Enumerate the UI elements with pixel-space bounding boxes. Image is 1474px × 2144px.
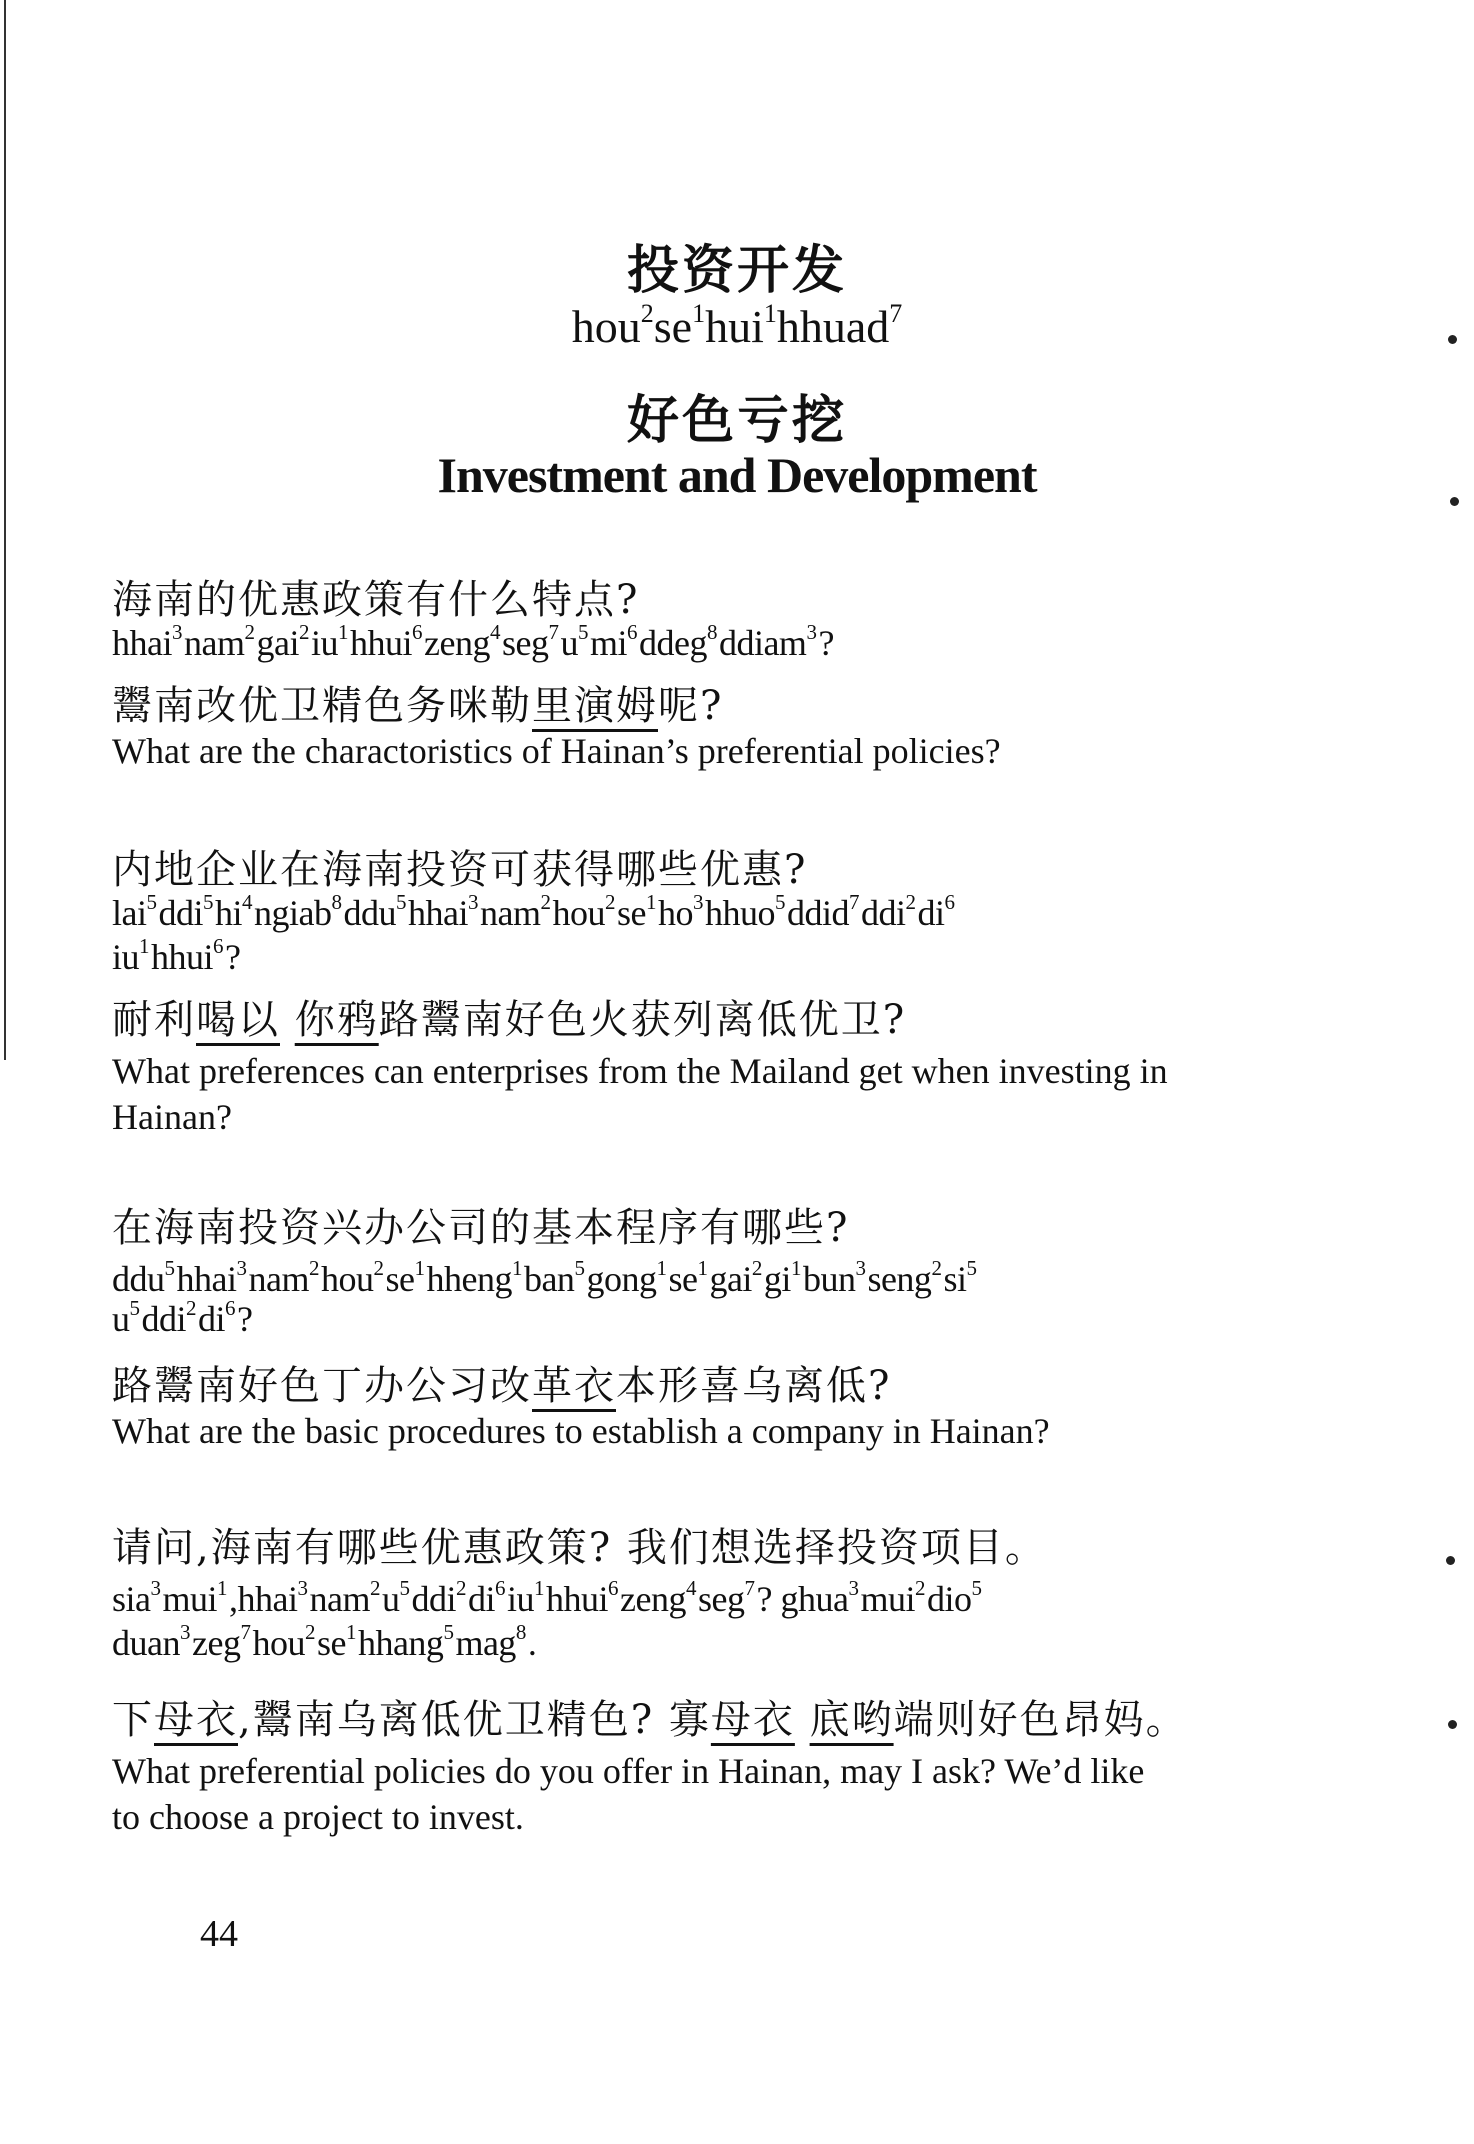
tone-number: 5 xyxy=(146,890,157,914)
dialect-text: 路鬻南好色丁办公习改 xyxy=(112,1363,532,1409)
tone-number: 5 xyxy=(574,1256,585,1280)
question-chinese: 请问,海南有哪些优惠政策? 我们想选择投资项目。 xyxy=(112,1525,1047,1571)
pinyin-syllable: ho xyxy=(657,893,693,933)
pinyin-syllable: gong xyxy=(586,1259,657,1299)
tone-number: 7 xyxy=(240,1620,251,1644)
pinyin-syllable: ? xyxy=(225,937,241,977)
pinyin-syllable: ngiab xyxy=(254,893,332,933)
dialect-text: 端则好色昂妈。 xyxy=(893,1697,1188,1743)
pinyin-syllable: ,hhai xyxy=(229,1579,298,1619)
tone-number: 1 xyxy=(697,1256,708,1280)
pinyin-syllable: ddeg xyxy=(638,623,707,663)
pinyin-syllable: hui xyxy=(705,301,764,352)
tone-number: 2 xyxy=(456,1576,466,1600)
pinyin-syllable: se xyxy=(668,1259,698,1299)
question-english: Hainan? xyxy=(112,1097,232,1137)
tone-number: 1 xyxy=(790,1256,801,1280)
dialect-text: ,鬻南乌离低优卫精色? 寡 xyxy=(238,1697,711,1743)
tone-number: 3 xyxy=(848,1576,859,1600)
pinyin-syllable: hou xyxy=(252,1623,305,1663)
tone-number: 3 xyxy=(806,620,817,644)
title-pinyin xyxy=(0,300,1474,353)
pinyin-syllable: ddu xyxy=(112,1259,165,1299)
pinyin-syllable: zeg xyxy=(191,1623,241,1663)
pinyin-syllable: . xyxy=(527,1623,537,1663)
underlined-phrase: 喝以 xyxy=(196,997,280,1043)
pinyin-syllable: mag xyxy=(455,1623,516,1663)
pinyin-syllable: se xyxy=(616,893,646,933)
tone-number: 1 xyxy=(414,1256,425,1280)
question-dialect xyxy=(112,1354,891,1411)
pinyin-syllable: hhui xyxy=(349,623,412,663)
pinyin-syllable: hi xyxy=(215,893,243,933)
pinyin-syllable: hhai xyxy=(408,893,468,933)
tone-number: 5 xyxy=(443,1620,454,1644)
tone-number: 3 xyxy=(150,1576,161,1600)
pinyin-syllable: mui xyxy=(860,1579,915,1619)
dialect-text: 下 xyxy=(112,1697,154,1743)
underlined-phrase: 母衣 xyxy=(710,1697,795,1743)
tone-number: 1 xyxy=(656,1256,667,1280)
dialect-text: 鬻南改优卫精色务咪勒 xyxy=(112,683,532,729)
tone-number: 2 xyxy=(931,1256,942,1280)
pinyin-syllable: ban xyxy=(523,1259,575,1299)
pinyin-syllable: hou xyxy=(571,301,641,352)
scan-speck xyxy=(1446,1556,1455,1565)
tone-number: 3 xyxy=(467,890,478,914)
question-pinyin xyxy=(112,1578,984,1620)
tone-number: 3 xyxy=(236,1256,247,1280)
pinyin-syllable: gai xyxy=(256,623,299,663)
pinyin-syllable: ? ghua xyxy=(756,1579,849,1619)
pinyin-syllable: lai xyxy=(112,893,147,933)
question-english: to choose a project to invest. xyxy=(112,1797,524,1837)
pinyin-syllable: zeng xyxy=(620,1579,687,1619)
tone-number: 3 xyxy=(171,620,182,644)
tone-number: 2 xyxy=(373,1256,384,1280)
tone-number: 8 xyxy=(706,620,717,644)
tone-number: 1 xyxy=(645,890,656,914)
title-dialect: 好色亏挖 xyxy=(626,391,847,451)
tone-number: 2 xyxy=(298,620,309,644)
pinyin-syllable: nam xyxy=(183,623,245,663)
tone-number: 1 xyxy=(139,934,150,958)
tone-number: 1 xyxy=(534,1576,545,1600)
pinyin-syllable: ddid xyxy=(786,893,849,933)
pinyin-syllable: hhuo xyxy=(704,893,775,933)
dialect-text xyxy=(795,1697,810,1743)
question-pinyin xyxy=(112,1258,978,1300)
tone-number: 5 xyxy=(399,1576,410,1600)
tone-number: 5 xyxy=(164,1256,175,1280)
dialect-text: 呢? xyxy=(658,683,724,729)
pinyin-syllable: seg xyxy=(698,1579,745,1619)
tone-number: 2 xyxy=(186,1296,197,1320)
dialect-text: 路鬻南好色火获列离低优卫? xyxy=(378,997,907,1043)
pinyin-syllable: nam xyxy=(248,1259,309,1299)
pinyin-syllable: iu xyxy=(310,623,338,663)
tone-number: 6 xyxy=(213,934,224,958)
page-number: 44 xyxy=(200,1913,238,1955)
pinyin-syllable: hhui xyxy=(151,937,214,977)
tone-number: 5 xyxy=(203,890,213,914)
pinyin-syllable: nam xyxy=(479,893,541,933)
question-english: What are the basic procedures to establish a company in Hainan? xyxy=(112,1411,1050,1451)
pinyin-syllable: u xyxy=(381,1579,400,1619)
pinyin-syllable: sia xyxy=(112,1579,151,1619)
tone-number: 2 xyxy=(308,1256,319,1280)
tone-number: 3 xyxy=(692,890,703,914)
tone-number: 2 xyxy=(304,1620,315,1644)
underlined-phrase: 底哟 xyxy=(809,1697,894,1743)
tone-number: 2 xyxy=(640,299,654,328)
pinyin-syllable: seng xyxy=(867,1259,932,1299)
tone-number: 2 xyxy=(751,1256,762,1280)
tone-number: 5 xyxy=(577,620,588,644)
pinyin-syllable: di xyxy=(917,893,945,933)
tone-number: 1 xyxy=(511,1256,522,1280)
pinyin-syllable: zeng xyxy=(423,623,490,663)
pinyin-syllable: hheng xyxy=(426,1259,512,1299)
pinyin-syllable: se xyxy=(653,301,693,352)
pinyin-syllable: hhang xyxy=(357,1623,444,1663)
pinyin-syllable: hhai xyxy=(176,1259,237,1299)
question-chinese: 在海南投资兴办公司的基本程序有哪些? xyxy=(112,1205,850,1251)
question-dialect xyxy=(112,1688,1188,1745)
pinyin-syllable: se xyxy=(385,1259,415,1299)
pinyin-syllable: ddi xyxy=(860,893,906,933)
question-english: What are the charactoristics of Hainan’s preferential policies? xyxy=(112,731,1001,771)
tone-number: 7 xyxy=(848,890,859,914)
pinyin-syllable: duan xyxy=(112,1623,180,1663)
pinyin-syllable: hhuad xyxy=(776,301,890,352)
pinyin-syllable: iu xyxy=(507,1579,535,1619)
pinyin-syllable: nam xyxy=(309,1579,370,1619)
pinyin-syllable: hhui xyxy=(546,1579,609,1619)
pinyin-syllable: gai xyxy=(709,1259,752,1299)
tone-number: 1 xyxy=(345,1620,356,1644)
pinyin-syllable: hhai xyxy=(112,623,172,663)
pinyin-syllable: se xyxy=(316,1623,346,1663)
pinyin-syllable: u xyxy=(112,1299,130,1339)
tone-number: 2 xyxy=(369,1576,380,1600)
question-pinyin xyxy=(112,1622,536,1664)
tone-number: 4 xyxy=(489,620,500,644)
tone-number: 7 xyxy=(889,299,903,328)
pinyin-syllable: iu xyxy=(112,937,140,977)
tone-number: 1 xyxy=(217,1576,228,1600)
tone-number: 4 xyxy=(686,1576,697,1600)
tone-number: 2 xyxy=(604,890,615,914)
underlined-phrase: 里演姆 xyxy=(532,683,658,729)
tone-number: 6 xyxy=(411,620,422,644)
tone-number: 3 xyxy=(855,1256,866,1280)
pinyin-syllable: ddiam xyxy=(718,623,807,663)
question-english: What preferential policies do you offer in Hainan, may I ask? We’d like xyxy=(112,1751,1145,1791)
dialect-text xyxy=(280,997,295,1043)
tone-number: 2 xyxy=(915,1576,925,1600)
tone-number: 2 xyxy=(244,620,255,644)
tone-number: 5 xyxy=(774,890,785,914)
pinyin-syllable: si xyxy=(943,1259,967,1299)
scan-speck xyxy=(1448,1720,1457,1729)
tone-number: 5 xyxy=(129,1296,140,1320)
pinyin-syllable: di xyxy=(198,1299,226,1339)
pinyin-syllable: hou xyxy=(320,1259,374,1299)
tone-number: 6 xyxy=(495,1576,506,1600)
tone-number: 5 xyxy=(396,890,406,914)
tone-number: 6 xyxy=(626,620,637,644)
pinyin-syllable: ddu xyxy=(343,893,396,933)
dialect-text: 本形喜乌离低? xyxy=(616,1363,892,1409)
tone-number: 6 xyxy=(608,1576,619,1600)
title-english: Investment and Development xyxy=(437,447,1037,503)
title-chinese: 投资开发 xyxy=(626,241,847,301)
question-pinyin xyxy=(112,892,957,934)
underlined-phrase: 母衣 xyxy=(154,1697,238,1743)
pinyin-syllable: ddi xyxy=(158,893,203,933)
pinyin-syllable: u xyxy=(560,623,578,663)
tone-number: 6 xyxy=(944,890,955,914)
pinyin-syllable: dio xyxy=(927,1579,972,1619)
dialect-text: 耐利 xyxy=(112,997,196,1043)
tone-number: 5 xyxy=(971,1576,982,1600)
pinyin-syllable: mi xyxy=(589,623,627,663)
pinyin-syllable: ddi xyxy=(141,1299,187,1339)
tone-number: 8 xyxy=(515,1620,526,1644)
underlined-phrase: 革衣 xyxy=(532,1363,616,1409)
pinyin-syllable: ? xyxy=(818,623,834,663)
pinyin-syllable: bun xyxy=(802,1259,856,1299)
pinyin-syllable: ? xyxy=(237,1299,253,1339)
question-dialect xyxy=(112,988,906,1045)
pinyin-syllable: mui xyxy=(162,1579,218,1619)
pinyin-syllable: di xyxy=(468,1579,496,1619)
question-pinyin xyxy=(112,936,241,978)
tone-number: 2 xyxy=(540,890,551,914)
tone-number: 1 xyxy=(763,299,777,328)
question-pinyin xyxy=(112,622,834,664)
pinyin-syllable: hou xyxy=(552,893,605,933)
question-english: What preferences can enterprises from the Mailand get when investing in xyxy=(112,1051,1168,1091)
tone-number: 7 xyxy=(548,620,559,644)
underlined-phrase: 你鸦 xyxy=(294,997,379,1043)
tone-number: 1 xyxy=(337,620,348,644)
pinyin-syllable: ddi xyxy=(411,1579,456,1619)
tone-number: 5 xyxy=(966,1256,977,1280)
tone-number: 4 xyxy=(242,890,253,914)
pinyin-syllable: gi xyxy=(763,1259,791,1299)
tone-number: 1 xyxy=(692,299,706,328)
tone-number: 3 xyxy=(179,1620,190,1644)
question-chinese: 内地企业在海南投资可获得哪些优惠? xyxy=(112,847,808,893)
question-dialect xyxy=(112,674,723,731)
tone-number: 6 xyxy=(225,1296,236,1320)
tone-number: 7 xyxy=(744,1576,755,1600)
tone-number: 2 xyxy=(905,890,916,914)
question-chinese: 海南的优惠政策有什么特点? xyxy=(112,577,640,623)
tone-number: 3 xyxy=(297,1576,308,1600)
tone-number: 8 xyxy=(331,890,342,914)
pinyin-syllable: seg xyxy=(501,623,549,663)
question-pinyin xyxy=(112,1298,253,1340)
page-edge-line xyxy=(4,0,6,1060)
